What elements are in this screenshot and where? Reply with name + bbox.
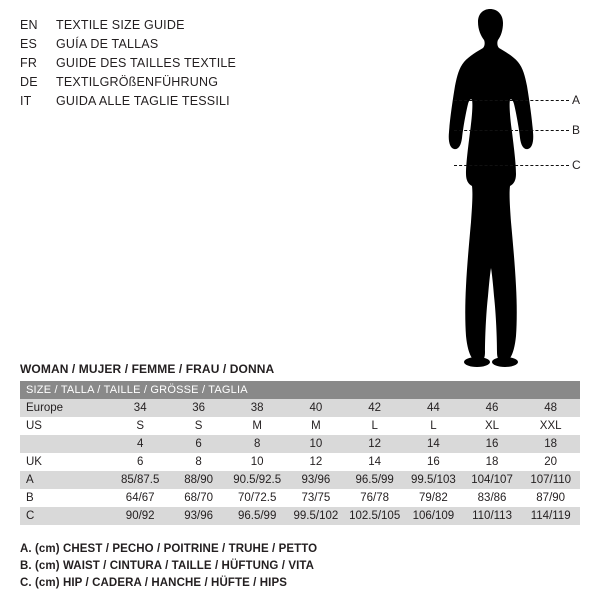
cell: 20 bbox=[521, 453, 580, 471]
language-text: GUÍA DE TALLAS bbox=[56, 37, 159, 51]
cell: 18 bbox=[521, 435, 580, 453]
cell: M bbox=[228, 417, 287, 435]
cell: M bbox=[287, 417, 346, 435]
cell: 14 bbox=[345, 453, 404, 471]
measure-label-a: A bbox=[572, 93, 581, 107]
language-row bbox=[20, 54, 350, 73]
language-row bbox=[20, 92, 350, 111]
table-row bbox=[20, 507, 580, 525]
cell: 70/72.5 bbox=[228, 489, 287, 507]
language-row bbox=[20, 35, 350, 54]
cell: XL bbox=[463, 417, 522, 435]
cell: 16 bbox=[463, 435, 522, 453]
cell: 46 bbox=[463, 399, 522, 417]
cell: 90.5/92.5 bbox=[228, 471, 287, 489]
cell: 104/107 bbox=[463, 471, 522, 489]
measure-line-c bbox=[454, 165, 569, 166]
row-label bbox=[20, 435, 111, 453]
cell: 36 bbox=[169, 399, 227, 417]
row-label: B bbox=[20, 489, 111, 507]
cell: 18 bbox=[463, 453, 522, 471]
language-row bbox=[20, 73, 350, 92]
cell: 10 bbox=[287, 435, 346, 453]
cell: 87/90 bbox=[521, 489, 580, 507]
row-label: Europe bbox=[20, 399, 111, 417]
row-label: C bbox=[20, 507, 111, 525]
measurement-notes bbox=[20, 541, 580, 592]
row-label: UK bbox=[20, 453, 111, 471]
cell: 96.5/99 bbox=[345, 471, 404, 489]
cell: 8 bbox=[228, 435, 287, 453]
table-row bbox=[20, 435, 580, 453]
table-row bbox=[20, 453, 580, 471]
cell: 99.5/103 bbox=[404, 471, 463, 489]
note-hip: C. (cm) HIP / CADERA / HANCHE / HÜFTE / HIPS bbox=[20, 577, 288, 589]
cell: 38 bbox=[228, 399, 287, 417]
cell: 93/96 bbox=[169, 507, 227, 525]
table-header-row bbox=[20, 381, 580, 399]
table-row bbox=[20, 417, 580, 435]
cell: L bbox=[404, 417, 463, 435]
measure-line-a bbox=[454, 100, 569, 101]
cell: 12 bbox=[287, 453, 346, 471]
cell: 114/119 bbox=[521, 507, 580, 525]
cell: 96.5/99 bbox=[228, 507, 287, 525]
cell: 99.5/102 bbox=[287, 507, 346, 525]
language-row bbox=[20, 16, 350, 35]
cell: L bbox=[345, 417, 404, 435]
cell: S bbox=[111, 417, 170, 435]
cell: 68/70 bbox=[169, 489, 227, 507]
size-table bbox=[20, 381, 580, 525]
cell: 44 bbox=[404, 399, 463, 417]
cell: 79/82 bbox=[404, 489, 463, 507]
body-silhouette-icon bbox=[400, 8, 590, 368]
cell: 106/109 bbox=[404, 507, 463, 525]
table-row bbox=[20, 471, 580, 489]
cell: 10 bbox=[228, 453, 287, 471]
measure-label-b: B bbox=[572, 123, 581, 137]
language-text: GUIDE DES TAILLES TEXTILE bbox=[56, 56, 237, 70]
cell: XXL bbox=[521, 417, 580, 435]
note-chest: A. (cm) CHEST / PECHO / POITRINE / TRUHE / PETTO bbox=[20, 543, 318, 555]
measure-label-c: C bbox=[572, 158, 581, 172]
table-header-label: SIZE / TALLA / TAILLE / GRÖSSE / TAGLIA bbox=[20, 381, 580, 399]
cell: 93/96 bbox=[287, 471, 346, 489]
cell: 73/75 bbox=[287, 489, 346, 507]
cell: 8 bbox=[169, 453, 227, 471]
language-list bbox=[20, 16, 350, 111]
language-text: TEXTILGRÖßENFÜHRUNG bbox=[56, 75, 219, 89]
cell: 88/90 bbox=[169, 471, 227, 489]
cell: 107/110 bbox=[521, 471, 580, 489]
cell: 40 bbox=[287, 399, 346, 417]
language-code: DE bbox=[20, 75, 38, 89]
row-label: A bbox=[20, 471, 111, 489]
cell: 48 bbox=[521, 399, 580, 417]
section-title-woman: WOMAN / MUJER / FEMME / FRAU / DONNA bbox=[20, 362, 275, 376]
cell: 102.5/105 bbox=[345, 507, 404, 525]
cell: 4 bbox=[111, 435, 170, 453]
female-silhouette-figure bbox=[400, 8, 590, 368]
table-row bbox=[20, 489, 580, 507]
cell: 110/113 bbox=[463, 507, 522, 525]
cell: 34 bbox=[111, 399, 170, 417]
measure-line-b bbox=[454, 130, 569, 131]
cell: 6 bbox=[169, 435, 227, 453]
cell: 6 bbox=[111, 453, 170, 471]
row-label: US bbox=[20, 417, 111, 435]
cell: 64/67 bbox=[111, 489, 170, 507]
table-row bbox=[20, 399, 580, 417]
cell: 85/87.5 bbox=[111, 471, 170, 489]
language-text: GUIDA ALLE TAGLIE TESSILI bbox=[56, 94, 230, 108]
language-code: IT bbox=[20, 94, 32, 108]
language-code: FR bbox=[20, 56, 38, 70]
language-code: EN bbox=[20, 18, 38, 32]
cell: 14 bbox=[404, 435, 463, 453]
cell: 90/92 bbox=[111, 507, 170, 525]
language-code: ES bbox=[20, 37, 38, 51]
cell: 16 bbox=[404, 453, 463, 471]
cell: 12 bbox=[345, 435, 404, 453]
note-waist: B. (cm) WAIST / CINTURA / TAILLE / HÜFTUNG / VITA bbox=[20, 560, 315, 572]
cell: 42 bbox=[345, 399, 404, 417]
language-text: TEXTILE SIZE GUIDE bbox=[56, 18, 185, 32]
cell: 76/78 bbox=[345, 489, 404, 507]
cell: 83/86 bbox=[463, 489, 522, 507]
cell: S bbox=[169, 417, 227, 435]
